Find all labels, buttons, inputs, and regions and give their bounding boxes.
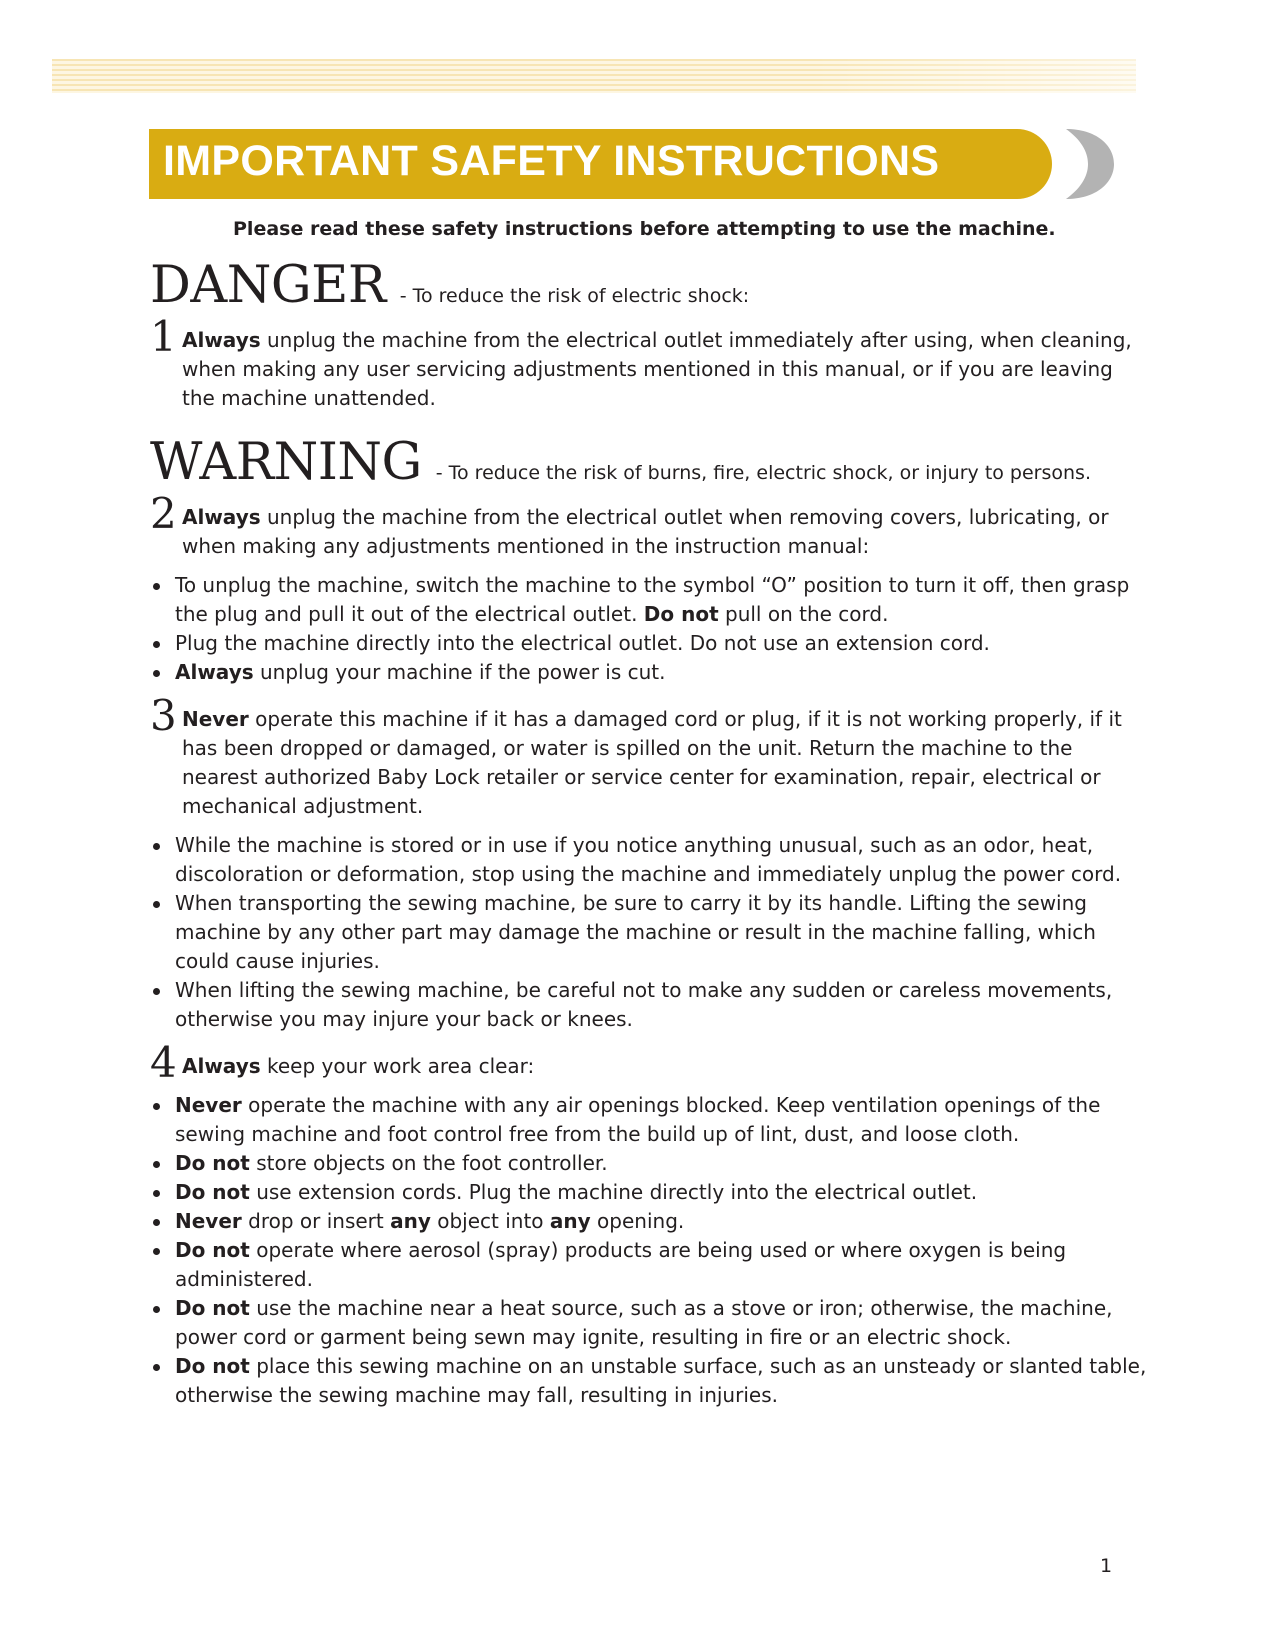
list-item: While the machine is stored or in use if you notice anything unusual, such as an odor, heat, discoloration or deformation, stop using the machine and immediately unplug the power cord. bbox=[150, 831, 1150, 889]
item-number: 4 bbox=[150, 1038, 177, 1087]
danger-heading: DANGER bbox=[150, 256, 386, 315]
list-item: Do not use the machine near a heat source, such as a stove or iron; otherwise, the machine, power cord or garment being sewn may ignite, resulting in fire or an electric shock. bbox=[150, 1294, 1150, 1352]
page-number: 1 bbox=[1100, 1555, 1113, 1577]
item-lead: Always bbox=[182, 328, 261, 352]
item-text: unplug the machine from the electrical outlet when removing covers, lubricating, or when making any adjustments mentioned in the instruction manual: bbox=[182, 505, 1109, 558]
warning-subheading: - To reduce the risk of burns, fire, electric shock, or injury to persons. bbox=[435, 462, 1091, 484]
list-item: Do not place this sewing machine on an unstable surface, such as an unsteady or slanted table, otherwise the sewing machine may fall, resulting in injuries. bbox=[150, 1352, 1150, 1410]
list-item: When lifting the sewing machine, be careful not to make any sudden or careless movements, otherwise you may injure your back or knees. bbox=[150, 976, 1150, 1034]
list-item: To unplug the machine, switch the machine to the symbol “O” position to turn it off, then grasp the plug and pull it out of the electrical outlet. Do not pull on the cord. bbox=[150, 571, 1150, 629]
item-text: operate this machine if it has a damaged cord or plug, if it is not working properly, if it has been dropped or damaged, or water is spilled on the unit. Return the machine to the nearest authorized Baby Lock retailer or service center for examination, repair, electrical or mechanical adjustment. bbox=[182, 707, 1122, 818]
item-text: unplug the machine from the electrical outlet immediately after using, when cleaning, when making any user servicing adjustments mentioned in this manual, or if you are leaving the machine unattended. bbox=[182, 328, 1132, 410]
instructions-body bbox=[150, 215, 1150, 1410]
title-banner bbox=[149, 129, 1052, 199]
warning-heading: WARNING bbox=[150, 433, 422, 492]
item-4-bullets bbox=[150, 1091, 1150, 1410]
list-item: Plug the machine directly into the electrical outlet. Do not use an extension cord. bbox=[150, 629, 1150, 658]
top-decorative-stripe bbox=[52, 59, 1136, 93]
list-item: Never drop or insert any object into any opening. bbox=[150, 1207, 1150, 1236]
item-lead: Always bbox=[182, 1054, 261, 1078]
item-number: 3 bbox=[150, 691, 177, 740]
item-number: 2 bbox=[150, 489, 177, 538]
item-number: 1 bbox=[150, 312, 177, 361]
instruction-item-2 bbox=[150, 489, 1150, 561]
banner-arc-decoration bbox=[1058, 129, 1118, 199]
item-lead: Never bbox=[182, 707, 249, 731]
item-lead: Always bbox=[182, 505, 261, 529]
danger-heading-row bbox=[150, 258, 1150, 314]
list-item: Do not operate where aerosol (spray) products are being used or where oxygen is being administered. bbox=[150, 1236, 1150, 1294]
list-item: Do not store objects on the foot controller. bbox=[150, 1149, 1150, 1178]
instruction-item-1 bbox=[150, 312, 1150, 413]
list-item: Do not use extension cords. Plug the machine directly into the electrical outlet. bbox=[150, 1178, 1150, 1207]
instruction-item-3 bbox=[150, 691, 1150, 821]
intro-text: Please read these safety instructions before attempting to use the machine. bbox=[233, 218, 1056, 240]
page-title: IMPORTANT SAFETY INSTRUCTIONS bbox=[163, 137, 940, 185]
warning-heading-row bbox=[150, 435, 1150, 491]
list-item: When transporting the sewing machine, be sure to carry it by its handle. Lifting the sewing machine by any other part may damage the machine or result in the machine falling, which could cause injuries. bbox=[150, 889, 1150, 976]
item-text: keep your work area clear: bbox=[260, 1054, 535, 1078]
item-3-bullets bbox=[150, 831, 1150, 1034]
danger-subheading: - To reduce the risk of electric shock: bbox=[399, 285, 750, 307]
list-item: Always unplug your machine if the power is cut. bbox=[150, 658, 1150, 687]
instruction-item-4 bbox=[150, 1038, 1150, 1087]
item-2-bullets bbox=[150, 571, 1150, 687]
list-item: Never operate the machine with any air openings blocked. Keep ventilation openings of the sewing machine and foot control free from the build up of lint, dust, and loose cloth. bbox=[150, 1091, 1150, 1149]
